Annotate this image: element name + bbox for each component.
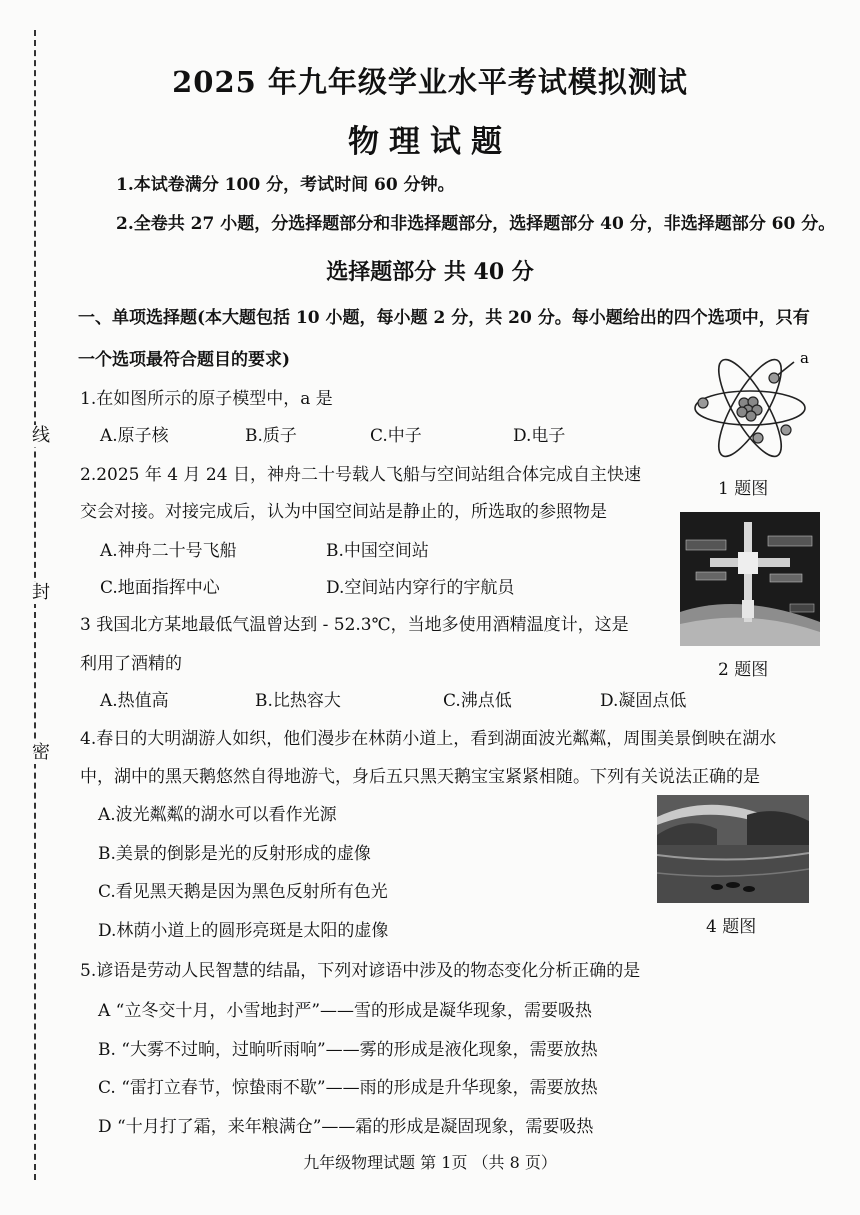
margin-char-seal: 封 bbox=[32, 582, 50, 603]
space-station-photo bbox=[680, 512, 820, 646]
q5-option-b: B. “大雾不过晌，过晌听雨响”——雾的形成是液化现象，需要放热 bbox=[98, 1040, 598, 1060]
q3-stem-line1: 3 我国北方某地最低气温曾达到 - 52.3℃，当地多使用酒精温度计，这是 bbox=[80, 615, 629, 635]
margin-char-line: 线 bbox=[32, 425, 50, 446]
q5-option-d: D “十月打了霜，来年粮满仓”——霜的形成是凝固现象，需要吸热 bbox=[98, 1117, 594, 1137]
electron bbox=[753, 433, 763, 443]
q3-option-c: C.沸点低 bbox=[443, 691, 512, 711]
q3-option-d: D.凝固点低 bbox=[600, 691, 687, 711]
q1-option-b: B.质子 bbox=[245, 426, 297, 446]
atom-model-figure bbox=[690, 348, 825, 458]
q4-stem-line2: 中，湖中的黑天鹅悠然自得地游弋，身后五只黑天鹅宝宝紧紧相随。下列有关说法正确的是 bbox=[80, 767, 760, 787]
q2-figure-caption: 2 题图 bbox=[718, 660, 769, 680]
q5-option-c: C. “雷打立春节，惊蛰雨不歇”——雨的形成是升华现象，需要放热 bbox=[98, 1078, 598, 1098]
page-footer: 九年级物理试题 第 1页 （共 8 页） bbox=[303, 1153, 557, 1172]
q4-option-a: A.波光粼粼的湖水可以看作光源 bbox=[98, 805, 337, 825]
section-heading: 选择题部分 共 40 分 bbox=[326, 259, 534, 285]
q2-option-d: D.空间站内穿行的宇航员 bbox=[326, 578, 515, 598]
margin-char-seal2: 密 bbox=[32, 742, 50, 763]
instruction-2: 2.全卷共 27 小题，分选择题部分和非选择题部分，选择题部分 40 分，非选择题部分 60 分。 bbox=[116, 214, 836, 234]
figure-label-a: a bbox=[800, 349, 809, 367]
q4-figure-caption: 4 题图 bbox=[706, 917, 757, 937]
part-instructions-line1: 一、单项选择题(本大题包括 10 小题，每小题 2 分，共 20 分。每小题给出的四个选项中，只有 bbox=[78, 308, 810, 328]
q2-stem-line1: 2.2025 年 4 月 24 日，神舟二十号载人飞船与空间站组合体完成自主快速 bbox=[80, 465, 641, 485]
q1-option-d: D.电子 bbox=[513, 426, 566, 446]
part-instructions-line2: 一个选项最符合题目的要求) bbox=[78, 350, 291, 370]
q3-option-b: B.比热容大 bbox=[255, 691, 341, 711]
q1-stem: 1.在如图所示的原子模型中，a 是 bbox=[80, 389, 333, 409]
q4-option-b: B.美景的倒影是光的反射形成的虚像 bbox=[98, 844, 371, 864]
electron bbox=[769, 373, 779, 383]
q5-option-a: A “立冬交十月，小雪地封严”——雪的形成是凝华现象，需要吸热 bbox=[98, 1001, 593, 1021]
q3-option-a: A.热值高 bbox=[100, 691, 169, 711]
exam-subtitle: 物理试题 bbox=[348, 124, 512, 160]
q1-option-a: A.原子核 bbox=[100, 426, 169, 446]
q4-option-c: C.看见黑天鹅是因为黑色反射所有色光 bbox=[98, 882, 388, 902]
q2-option-c: C.地面指挥中心 bbox=[100, 578, 220, 598]
lake-swans-photo bbox=[657, 795, 809, 903]
q4-option-d: D.林荫小道上的圆形亮斑是太阳的虚像 bbox=[98, 921, 389, 941]
exam-title: 2025 年九年级学业水平考试模拟测试 bbox=[172, 65, 688, 99]
binding-margin-line bbox=[34, 30, 36, 1180]
electron bbox=[698, 398, 708, 408]
electron bbox=[781, 425, 791, 435]
q4-stem-line1: 4.春日的大明湖游人如织，他们漫步在林荫小道上，看到湖面波光粼粼，周围美景倒映在湖水 bbox=[80, 729, 777, 749]
q1-figure-caption: 1 题图 bbox=[718, 479, 769, 499]
q2-stem-line2: 交会对接。对接完成后，认为中国空间站是静止的，所选取的参照物是 bbox=[80, 502, 607, 522]
q3-stem-line2: 利用了酒精的 bbox=[80, 654, 182, 674]
q2-option-b: B.中国空间站 bbox=[326, 541, 429, 561]
q5-stem: 5.谚语是劳动人民智慧的结晶，下列对谚语中涉及的物态变化分析正确的是 bbox=[80, 961, 641, 981]
q2-option-a: A.神舟二十号飞船 bbox=[100, 541, 237, 561]
instruction-1: 1.本试卷满分 100 分，考试时间 60 分钟。 bbox=[116, 175, 455, 195]
nucleus bbox=[737, 397, 762, 421]
q1-option-c: C.中子 bbox=[370, 426, 422, 446]
